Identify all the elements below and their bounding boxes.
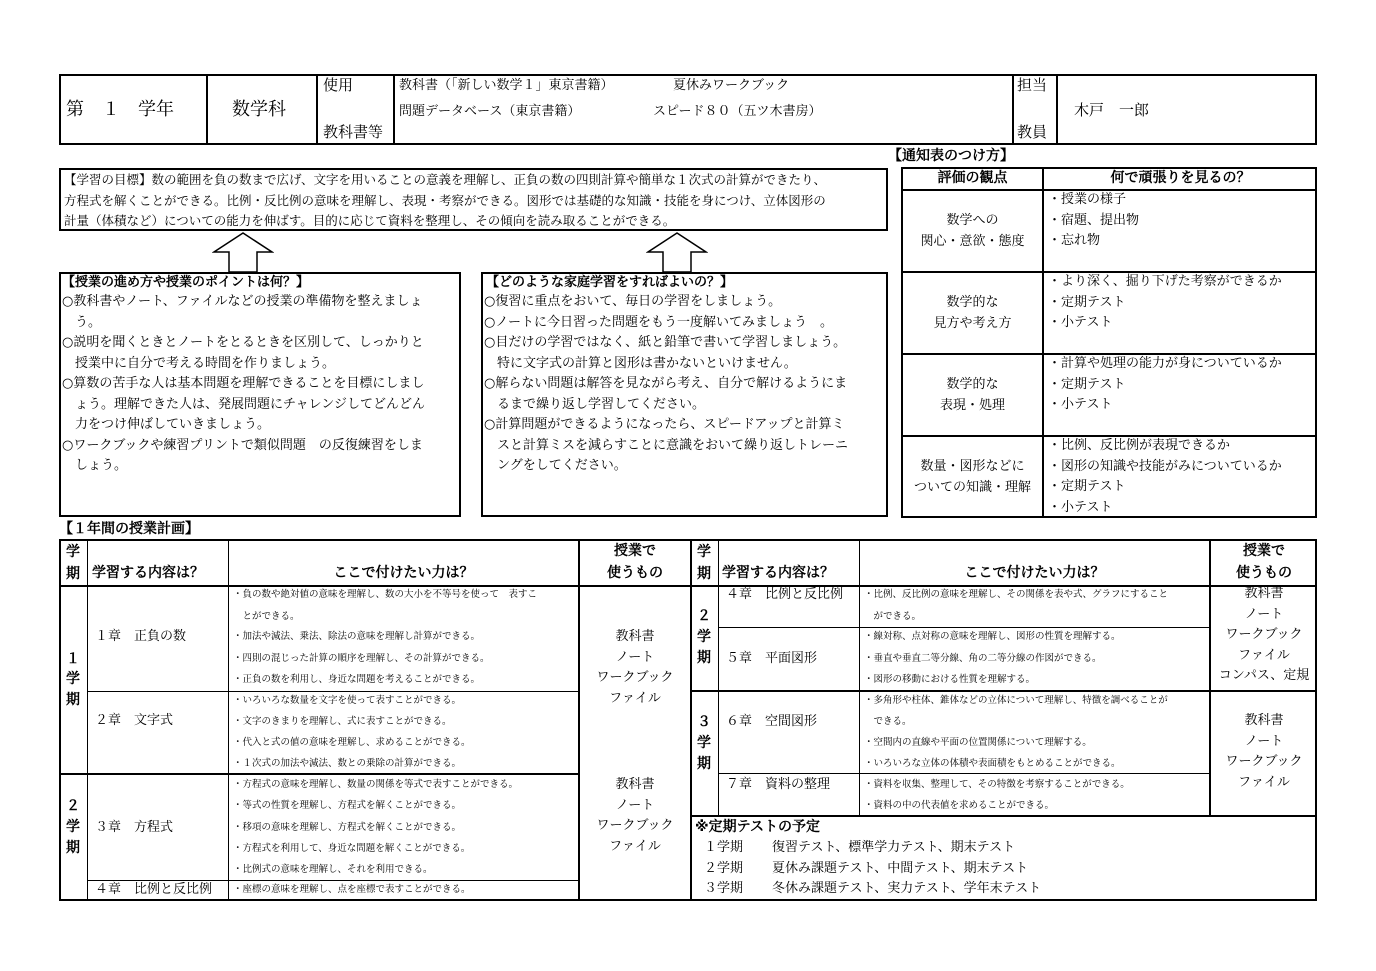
chapter-4: ４章 比例と反比例 [95,882,213,897]
term-1-materials: 教科書 ノート ワークブック ファイル [596,629,674,706]
test-term-2: ２学期 [704,861,744,876]
term-1-label: １ [66,651,80,667]
evaluation-items: ・より深く、掘り下げた考察ができるか ・定期テスト ・小テスト [1048,274,1282,330]
plan-header-term: 学 [66,544,80,560]
term-2-label: ２ [697,608,711,624]
plan-header-content: 学習する内容は？ [722,565,834,581]
chapter-7: ７章 資料の整理 [726,777,831,792]
term-2-label: ２ [66,798,80,814]
term-1-label: 学 [66,671,80,687]
plan-header-term: 期 [66,566,80,582]
textbook-line-1b: 夏休みワークブック [673,78,790,93]
textbook-line-2b: スピード８０（五ツ木書房） [653,104,822,119]
class-points-list: ○教科書やノート、ファイルなどの授業の準備物を整えましょ う。 ○説明を聞くときとノートをとるときを区別して、しっかりと 授業中に自分で考える時間を作りましょう。 ○算数の苦手な人は基本問題を理解できることを目標にしまし ょう。理解できた人は、発展問題にチャレンジしてどんどん 力をつけ伸ばしていきましょう。 ○ワークブックや練習プリントで類似問題 の反復練習をしま しょう。 [62,294,425,473]
plan-header-skill: ここで付けたい力は？ [964,565,1105,581]
viewpoint-knowledge: ついての知識・理解 [913,480,1031,495]
chapter-6: ６章 空間図形 [726,714,818,729]
test-schedule-title: ※定期テストの予定 [695,819,821,835]
term-2-materials: 教科書 ノート ワークブック ファイル [596,777,674,854]
term-3-label: ３ [697,714,711,730]
viewpoint-interest: 数学への [946,213,999,228]
subject-label: 数学科 [232,99,286,120]
viewpoint-interest: 関心・意欲・態度 [920,234,1025,249]
chapter-2: ２章 文字式 [95,713,174,728]
plan-header-term: 期 [697,566,711,582]
textbook-label-2: 教科書等 [323,123,384,141]
test-list-1: 復習テスト、標準学力テスト、期末テスト [772,840,1016,855]
up-arrow-icon [212,231,274,273]
viewpoint-thinking: 見方や考え方 [933,316,1012,331]
viewpoint-expression: 数学的な [946,377,999,392]
chapter-5: ５章 平面図形 [726,651,818,666]
chapter-4: ４章 比例と反比例 [726,587,844,602]
evaluation-items: ・比例、反比例が表現できるか ・図形の知識や技能がみについているか ・定期テスト ・小テスト [1048,438,1282,515]
plan-header-use: 使うもの [1236,565,1292,581]
evaluation-items: ・授業の様子 ・宿題、提出物 ・忘れ物 [1048,192,1140,248]
test-term-1: １学期 [704,840,744,855]
plan-header-content: 学習する内容は？ [92,565,204,581]
chapter-3: ３章 方程式 [95,820,174,835]
learning-goal-text: 【学習の目標】数の範囲を負の数まで広げ、文字を用いることの意義を理解し、正負の数の四則計算や簡単な１次式の計算ができたり、 方程式を解くことができる。比例・反比例の意味を理解し、表現・考察ができる。図形では基礎的な知識・技能を身につけ、立体図形の 計量（体積など）についての能力を伸ばす。目的に応じて資料を整理し、その傾向を読み取ることができる。 [64,172,827,228]
home-study-title: 【どのような家庭学習をすればよいの？】 [486,275,734,290]
plan-header-use: 授業で [1243,543,1285,559]
evaluation-items: ・計算や処理の能力が身についているか ・定期テスト ・小テスト [1048,356,1282,412]
term-2-label: 期 [697,650,711,666]
textbook-line-1a: 教科書（「新しい数学１」東京書籍） [399,78,614,93]
term-3-label: 学 [697,735,711,751]
term-2-materials: 教科書 ノート ワークブック ファイル コンパス、定規 [1218,586,1310,683]
textbook-label-1: 使用 [323,76,354,94]
term-2-label: 学 [697,629,711,645]
grade-label: 第 １ 学年 [66,99,174,120]
term-2-label: 期 [66,840,80,856]
term-2-label: 学 [66,819,80,835]
test-term-3: ３学期 [704,881,744,896]
viewpoint-expression: 表現・処理 [939,398,1005,413]
term-3-label: 期 [697,756,711,772]
teacher-label-2: 教員 [1017,123,1048,141]
term-1-label: 期 [66,692,80,708]
teacher-name: 木戸 一郎 [1074,101,1150,119]
evaluation-col-viewpoint: 評価の観点 [937,170,1008,186]
plan-header-term: 学 [697,544,711,560]
teacher-label-1: 担当 [1017,76,1048,94]
home-study-list: ○復習に重点をおいて、毎日の学習をしましょう。 ○ノートに今日習った問題をもう一度解いてみましょう 。 ○目だけの学習ではなく、紙と鉛筆で書いて学習しましょう。 特に文字式の計算と図形は書かないといけません。 ○解らない問題は解答を見ながら考え、自分で解けるようにま るまで繰り返し学習してください。 ○計算問題ができるようになったら、スピードアップと計算ミ スと計算ミスを減らすことに意識をおいて繰り返しトレーニ ングをしてください。 [484,294,849,473]
chapter-1: １章 正負の数 [95,629,187,644]
test-list-3: 冬休み課題テスト、実力テスト、学年末テスト [772,881,1042,896]
up-arrow-icon [646,231,708,273]
plan-title: 【１年間の授業計画】 [59,521,199,537]
plan-header-use: 授業で [614,543,656,559]
viewpoint-thinking: 数学的な [946,295,999,310]
test-list-2: 夏休み課題テスト、中間テスト、期末テスト [772,861,1029,876]
evaluation-col-how: 何で頑張りを見るの？ [1110,170,1251,186]
evaluation-title: 【通知表のつけ方】 [888,148,1014,164]
class-points-title: 【授業の進め方や授業のポイントは何？】 [62,275,310,290]
viewpoint-knowledge: 数量・図形などに [920,459,1025,474]
plan-header-skill: ここで付けたい力は？ [333,565,474,581]
term-3-materials: 教科書 ノート ワークブック ファイル [1225,713,1303,790]
plan-header-use: 使うもの [607,565,663,581]
textbook-line-2a: 問題データベース（東京書籍） [399,104,581,119]
